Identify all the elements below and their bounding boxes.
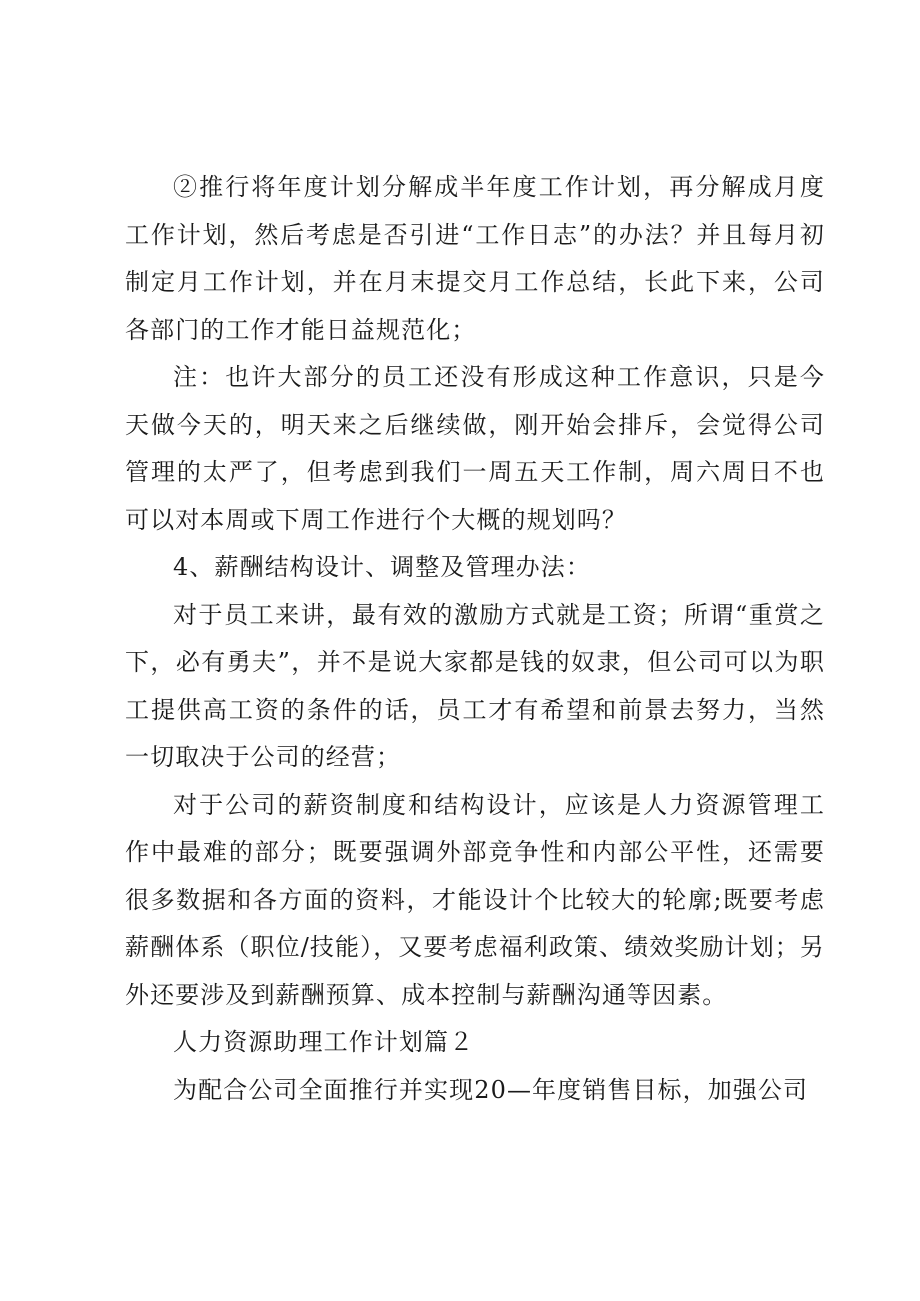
paragraph-salary-system-design: 对于公司的薪资制度和结构设计，应该是人力资源管理工作中最难的部分；既要强调外部竞争性和内部公平性，还需要很多数据和各方面的资料，才能设计个比较大的轮廓;既要考虑薪酬体系（职位/技能），又要考虑福利政策、绩效奖励计划；另外还要涉及到薪酬预算、成本控制与薪酬沟通等因素。 <box>125 790 825 1009</box>
section-title-hr-assistant-plan-2: 人力资源助理工作计划篇２ <box>173 1028 475 1056</box>
section-heading-salary-structure: 4、薪酬结构设计、调整及管理办法： <box>173 553 591 581</box>
document-body <box>125 164 825 1114</box>
paragraph-sales-target-intro: 为配合公司全面推行并实现20—年度销售目标，加强公司 <box>173 1075 809 1104</box>
paragraph-salary-incentive: 对于员工来讲，最有效的激励方式就是工资；所谓“重赏之下，必有勇夫”，并不是说大家都是钱的奴隶，但公司可以为职工提供高工资的条件的话，员工才有希望和前景去努力，当然一切取决于公司的经营； <box>125 600 825 771</box>
paragraph-note: 注：也许大部分的员工还没有形成这种工作意识，只是今天做今天的，明天来之后继续做，刚开始会排斥，会觉得公司管理的太严了，但考虑到我们一周五天工作制，周六周日不也可以对本周或下周工作进行个大概的规划吗？ <box>125 363 825 534</box>
paragraph-work-plan-breakdown: ②推行将年度计划分解成半年度工作计划，再分解成月度工作计划，然后考虑是否引进“工作日志”的办法？并且每月初制定月工作计划，并在月末提交月工作总结，长此下来，公司各部门的工作才能日益规范化； <box>125 173 825 344</box>
